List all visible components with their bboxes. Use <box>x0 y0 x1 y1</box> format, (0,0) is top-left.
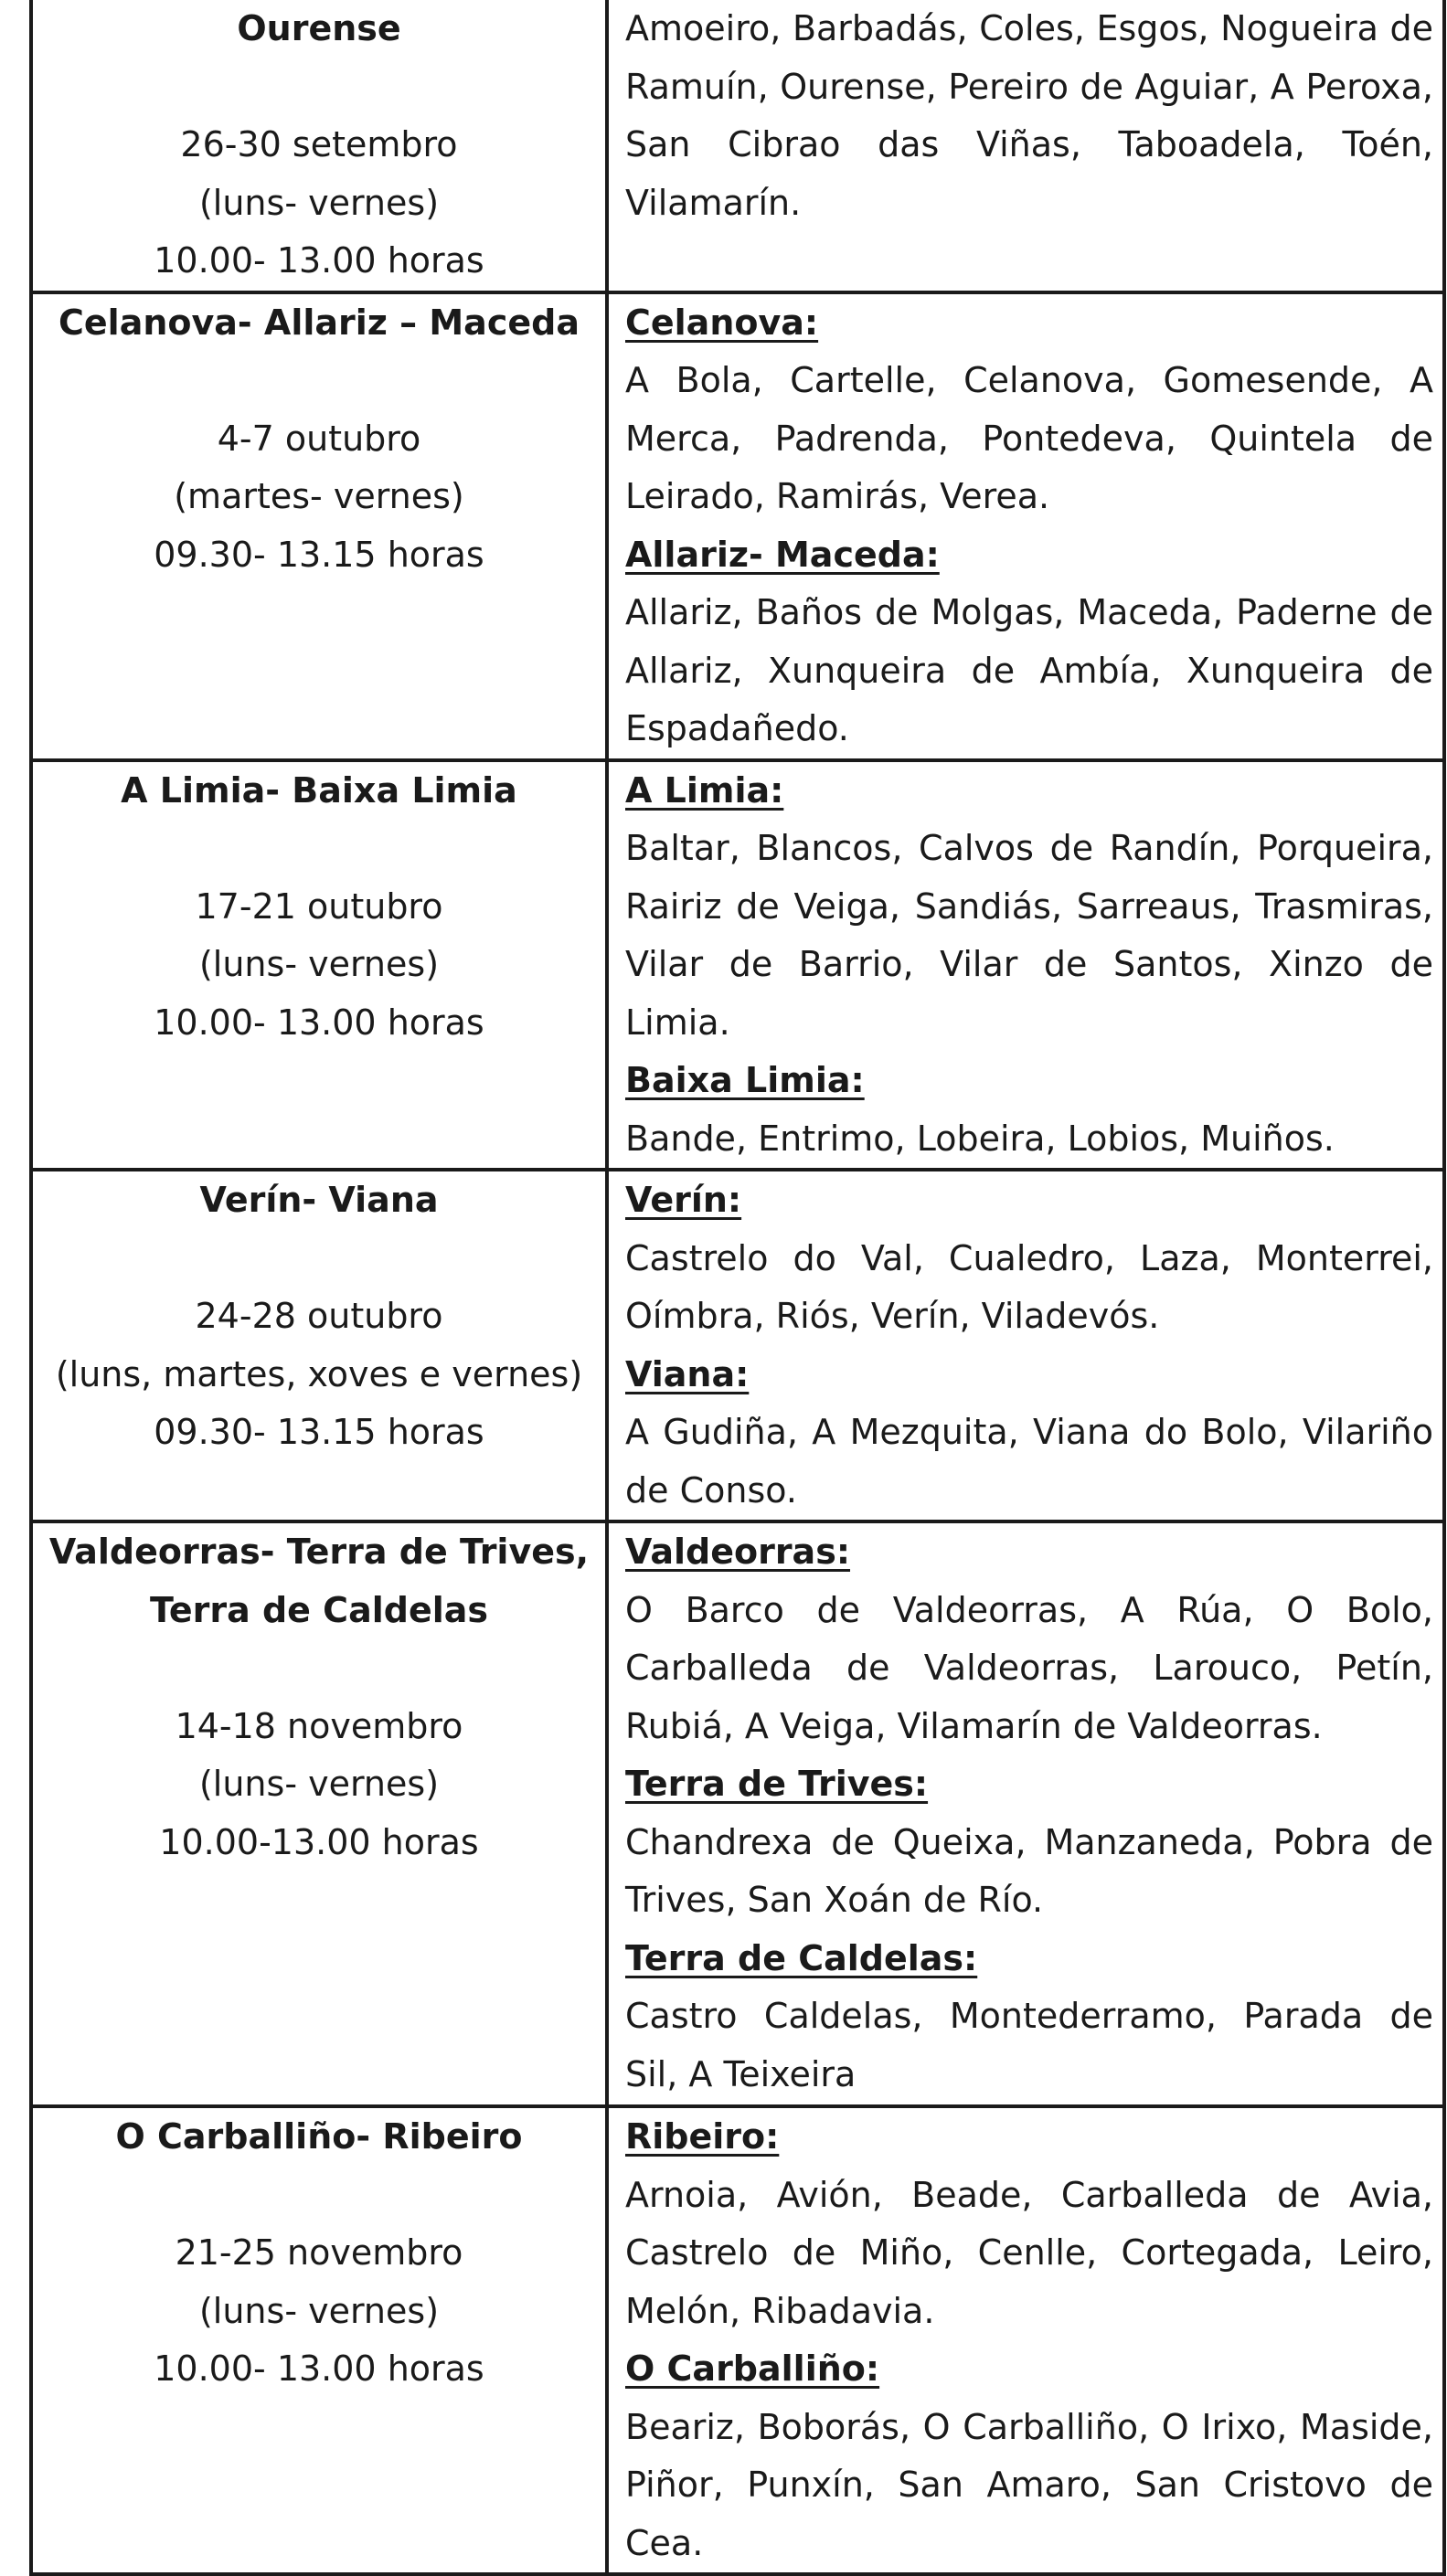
municipality-list: Bande, Entrimo, Lobeira, Lobios, Muiños. <box>625 1118 1335 1159</box>
region-name-line1: Valdeorras- Terra de Trives, <box>48 1532 590 1572</box>
hours: 09.30- 13.15 horas <box>154 1412 484 1452</box>
date-range: 21-25 novembro <box>175 2232 463 2273</box>
municipality-list: Castrelo do Val, Cualedro, Laza, Monterrei, Oímbra, Riós, Verín, Viladevós. <box>625 1237 1433 1336</box>
municipality-list: O Barco de Valdeorras, A Rúa, O Bolo, Carballeda de Valdeorras, Larouco, Petín, Rubiá, A Veiga, Vilamarín de Valdeorras. <box>625 1589 1433 1746</box>
subregion-heading: Ribeiro: <box>625 2116 780 2157</box>
table-row <box>31 760 1444 1171</box>
municipalities-cell <box>607 1170 1444 1521</box>
subregion-heading: Allariz- Maceda: <box>625 534 940 575</box>
hours: 10.00- 13.00 horas <box>154 2348 484 2389</box>
region-name: Celanova- Allariz – Maceda <box>59 302 580 343</box>
subregion-heading: Viana: <box>625 1353 750 1394</box>
municipality-list: Castro Caldelas, Montederramo, Parada de Sil, A Teixeira <box>625 1996 1433 2094</box>
hours: 10.00-13.00 horas <box>159 1821 479 1862</box>
subregion-heading: Terra de Caldelas: <box>625 1937 978 1978</box>
date-range: 17-21 outubro <box>195 885 443 927</box>
region-name: Ourense <box>237 8 401 48</box>
region-name-line2: Terra de Caldelas <box>149 1589 489 1630</box>
municipality-list: Amoeiro, Barbadás, Coles, Esgos, Nogueira de Ramuín, Ourense, Pereiro de Aguiar, A Peroxa, San Cibrao das Viñas, Taboadela, Toén, Vilamarín. <box>625 8 1433 223</box>
subregion-heading: O Carballiño: <box>625 2348 880 2389</box>
municipality-list: Allariz, Baños de Molgas, Maceda, Paderne de Allariz, Xunqueira de Ambía, Xunqueira de Espadañedo. <box>625 592 1433 748</box>
municipalities-cell <box>607 760 1444 1171</box>
region-cell <box>31 2106 607 2574</box>
municipality-list: Arnoia, Avión, Beade, Carballeda de Avia, Castrelo de Miño, Cenlle, Cortegada, Leiro, Melón, Ribadavia. <box>625 2174 1433 2331</box>
weekdays: (luns- vernes) <box>198 182 440 223</box>
subregion-heading: Baixa Limia: <box>625 1060 865 1100</box>
hours: 10.00- 13.00 horas <box>154 240 484 281</box>
weekdays: (luns- vernes) <box>198 2290 440 2331</box>
table-row <box>31 0 1444 292</box>
table-row <box>31 292 1444 760</box>
weekdays: (luns- vernes) <box>198 1764 440 1804</box>
region-cell <box>31 292 607 760</box>
table-row <box>31 2106 1444 2574</box>
municipality-list: Chandrexa de Queixa, Manzaneda, Pobra de Trives, San Xoán de Río. <box>625 1821 1433 1920</box>
region-cell <box>31 1170 607 1521</box>
region-name: A Limia- Baixa Limia <box>121 769 517 811</box>
hours: 09.30- 13.15 horas <box>154 534 484 575</box>
region-name: Verín- Viana <box>199 1180 439 1220</box>
municipalities-cell <box>607 2106 1444 2574</box>
subregion-heading: Verín: <box>625 1180 742 1220</box>
weekdays: (luns, martes, xoves e vernes) <box>55 1353 583 1394</box>
date-range: 26-30 setembro <box>180 124 458 164</box>
table-row <box>31 1521 1444 2106</box>
municipality-list: Beariz, Boborás, O Carballiño, O Irixo, Maside, Piñor, Punxín, San Amaro, San Cristovo de Cea. <box>625 2406 1433 2563</box>
municipality-list: Baltar, Blancos, Calvos de Randín, Porqueira, Rairiz de Veiga, Sandiás, Sarreaus, Trasmiras, Vilar de Barrio, Vilar de Santos, Xinzo de Limia. <box>625 828 1433 1043</box>
subregion-heading: Terra de Trives: <box>625 1764 929 1804</box>
region-name: O Carballiño- Ribeiro <box>115 2116 523 2157</box>
region-cell <box>31 1521 607 2106</box>
subregion-heading: A Limia: <box>625 769 784 811</box>
weekdays: (luns- vernes) <box>198 944 440 984</box>
hours: 10.00- 13.00 horas <box>154 1002 484 1043</box>
municipalities-cell <box>607 292 1444 760</box>
municipalities-cell <box>607 0 1444 292</box>
subregion-heading: Celanova: <box>625 302 819 343</box>
schedule-table <box>29 0 1446 2576</box>
municipality-list: A Bola, Cartelle, Celanova, Gomesende, A Merca, Padrenda, Pontedeva, Quintela de Leirado, Ramirás, Verea. <box>625 360 1433 516</box>
date-range: 24-28 outubro <box>195 1296 443 1336</box>
subregion-heading: Valdeorras: <box>625 1532 851 1572</box>
region-cell <box>31 0 607 292</box>
region-cell <box>31 760 607 1171</box>
table-row <box>31 1170 1444 1521</box>
date-range: 14-18 novembro <box>175 1705 463 1746</box>
weekdays: (martes- vernes) <box>174 476 464 516</box>
municipality-list: A Gudiña, A Mezquita, Viana do Bolo, Vilariño de Conso. <box>625 1412 1433 1511</box>
date-range: 4-7 outubro <box>217 418 421 459</box>
municipalities-cell <box>607 1521 1444 2106</box>
